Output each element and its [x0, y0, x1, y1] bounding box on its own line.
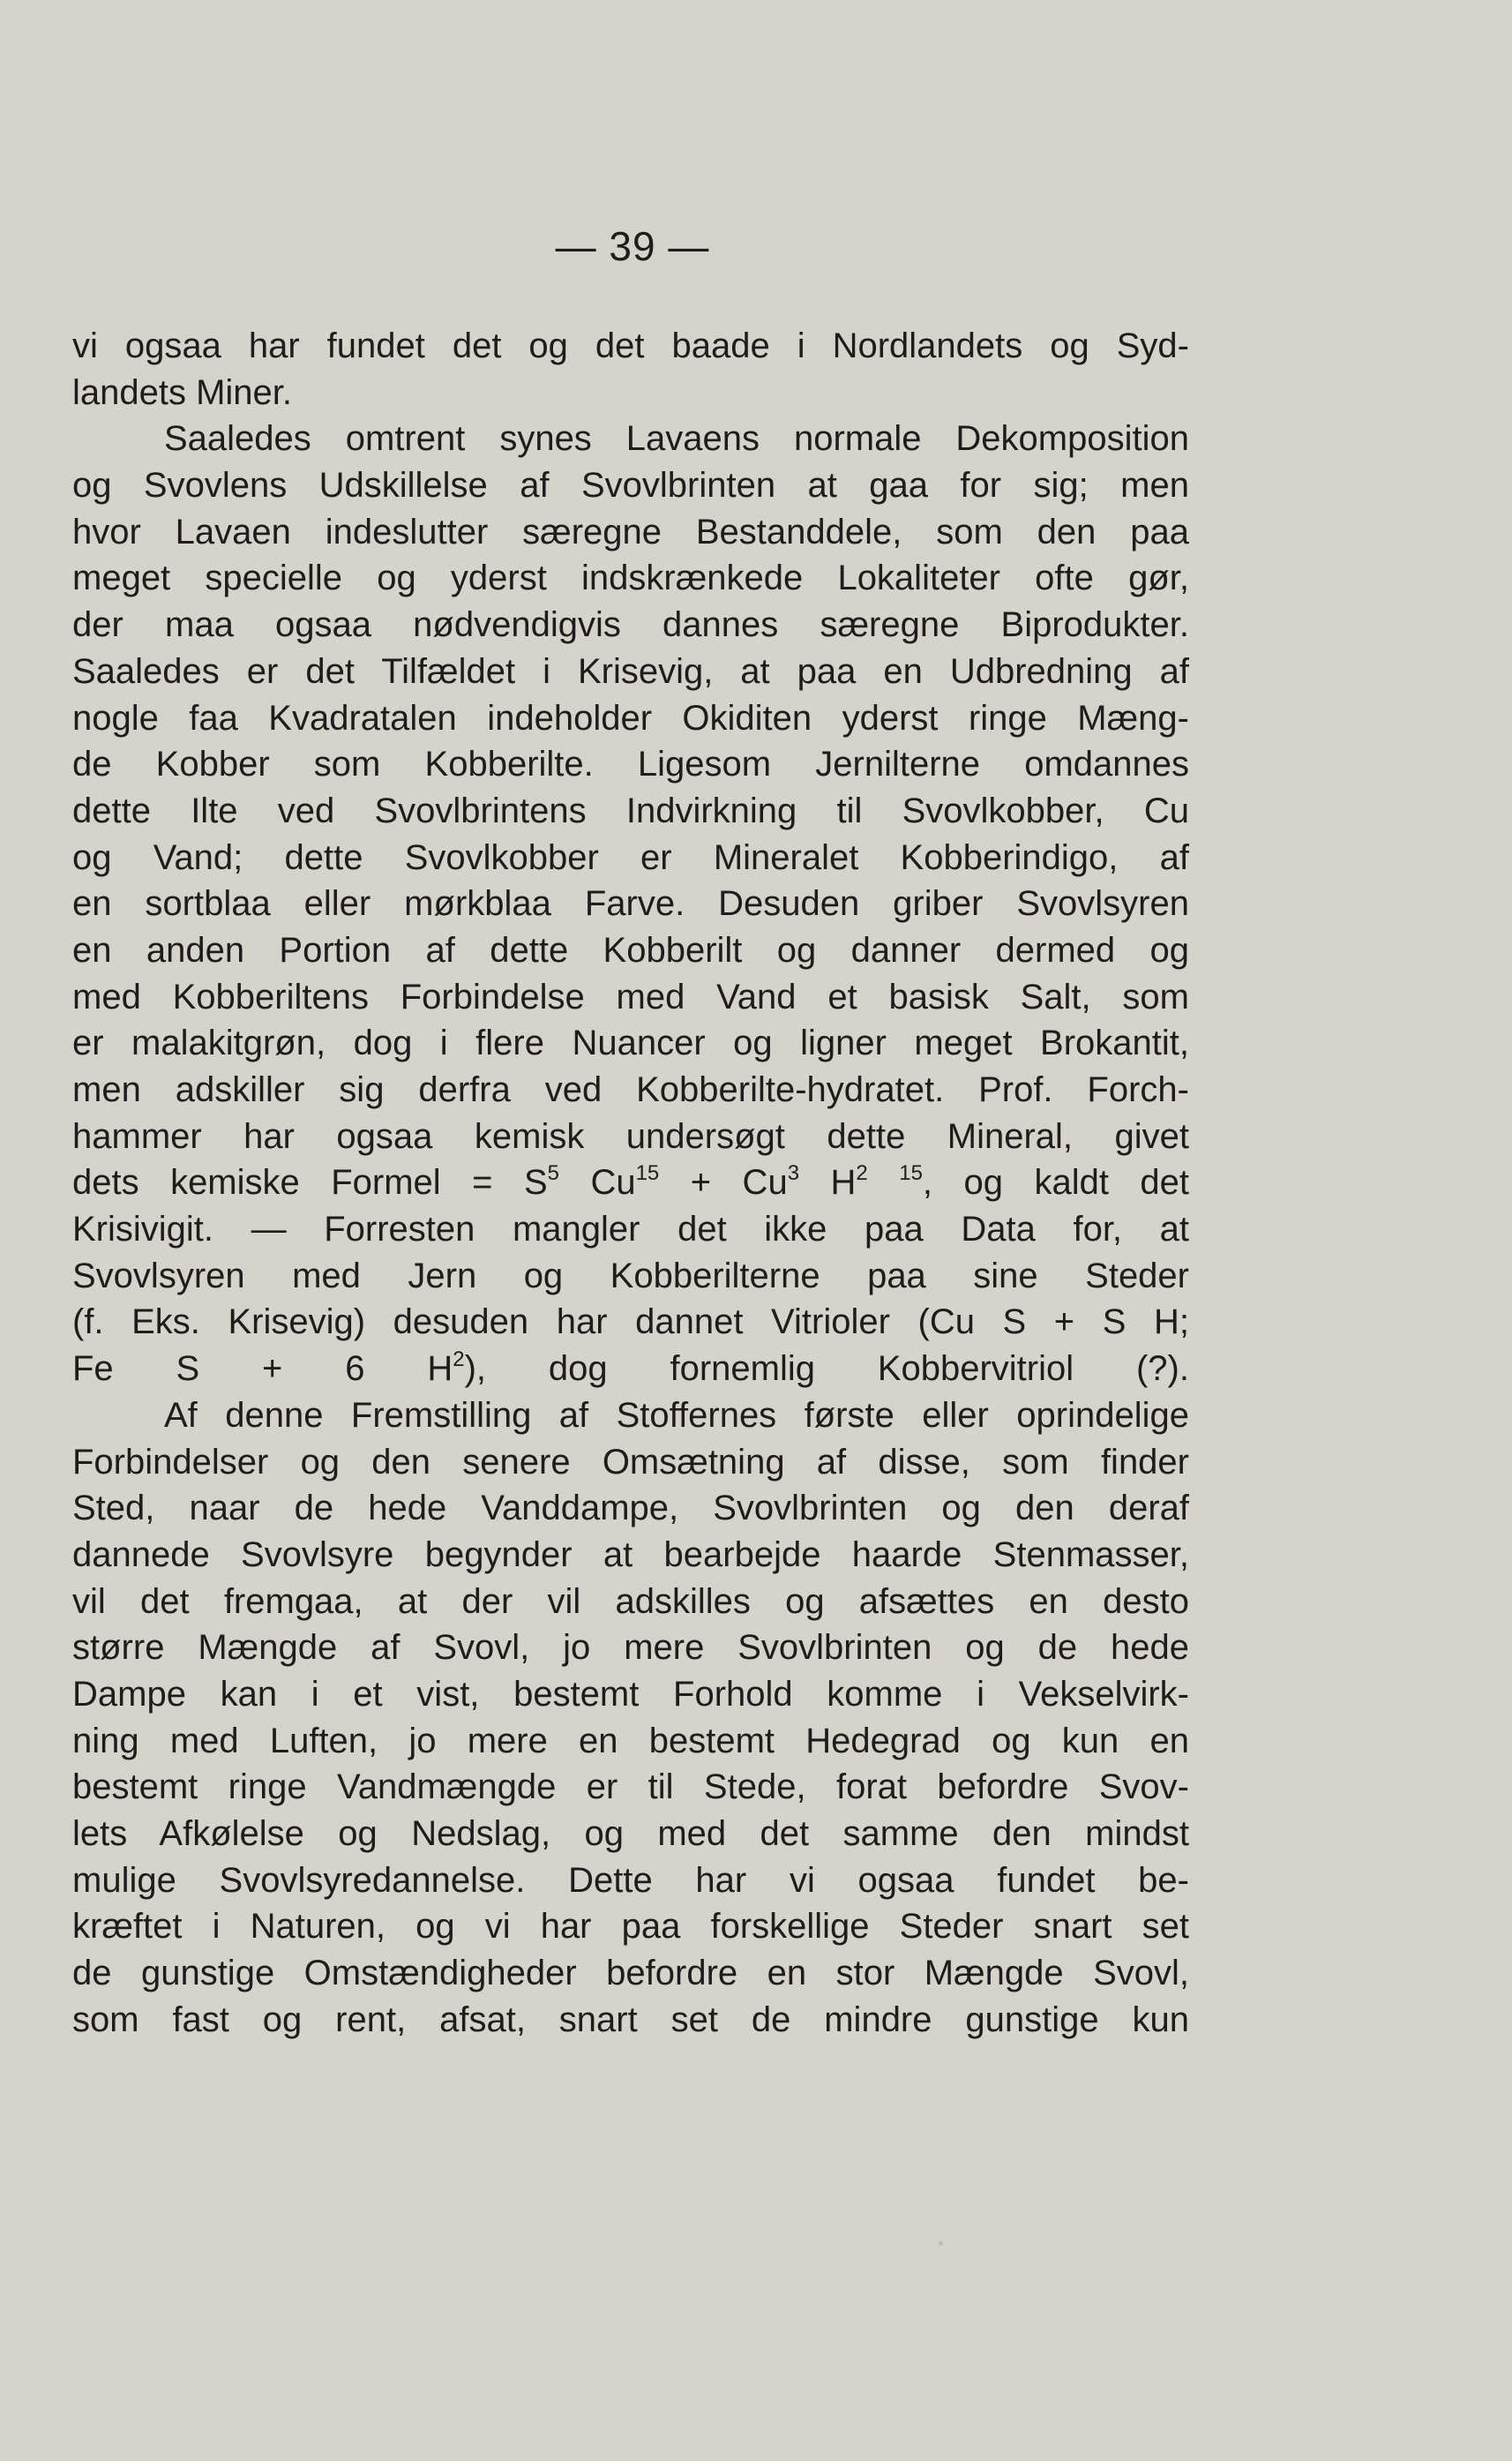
text-run: , og kaldt det — [922, 1163, 1189, 1203]
superscript: 15 — [635, 1161, 660, 1186]
text-run: dets kemiske Formel = S — [72, 1163, 548, 1203]
superscript: 2 — [856, 1161, 868, 1186]
text-line: de gunstige Omstændigheder befordre en stor Mængde Svovl, — [72, 1954, 1189, 1993]
text-line: mulige Svovlsyredannelse. Dette har vi ogsaa fundet be- — [72, 1860, 1189, 1900]
text-line: Sted, naar de hede Vanddampe, Svovlbrinten og den deraf — [72, 1489, 1189, 1528]
text-line: bestemt ringe Vandmængde er til Stede, forat befordre Svov- — [72, 1767, 1189, 1807]
text-line: Saaledes er det Tilfældet i Krisevig, at paa en Udbredning af — [72, 651, 1189, 691]
text-line: hvor Lavaen indeslutter særegne Bestanddele, som den paa — [72, 512, 1189, 551]
text-line: vil det fremgaa, at der vil adskilles og afsættes en desto — [72, 1581, 1189, 1621]
text-line: med Kobberiltens Forbindelse med Vand et basisk Salt, som — [72, 977, 1189, 1017]
text-run: + Cu — [659, 1163, 788, 1203]
text-line: en anden Portion af dette Kobberilt og danner dermed og — [72, 930, 1189, 970]
text-run — [868, 1163, 899, 1202]
text-line: meget specielle og yderst indskrænkede Lokaliteter ofte gør, — [72, 559, 1189, 598]
text-line: og Svovlens Udskillelse af Svovlbrinten at gaa for sig; men — [72, 466, 1189, 506]
paper-speck — [939, 2241, 943, 2246]
text-line: hammer har ogsaa kemisk undersøgt dette Mineral, givet — [72, 1116, 1189, 1156]
text-line: vi ogsaa har fundet det og det baade i Nordlandets og Syd- — [72, 326, 1189, 365]
page-number: — 39 — — [555, 223, 710, 269]
text-run: ), dog fornemlig Kobbervitriol (?). — [464, 1349, 1189, 1389]
text-line: de Kobber som Kobberilte. Ligesom Jernilterne omdannes — [72, 745, 1189, 784]
text-line: dannede Svovlsyre begynder at bearbejde haarde Stenmasser, — [72, 1534, 1189, 1574]
text-line: ning med Luften, jo mere en bestemt Hedegrad og kun en — [72, 1721, 1189, 1760]
text-line: lets Afkølelse og Nedslag, og med det samme den mindst — [72, 1814, 1189, 1853]
text-run: Fe S + 6 H — [72, 1349, 453, 1389]
text-line: som fast og rent, afsat, snart set de mindre gunstige kun — [72, 2000, 1189, 2039]
text-line: landets Miner. — [72, 372, 293, 412]
superscript: 3 — [787, 1161, 800, 1186]
text-line: Forbindelser og den senere Omsætning af disse, som finder — [72, 1442, 1189, 1482]
superscript: 2 — [453, 1347, 465, 1372]
text-line: og Vand; dette Svovlkobber er Mineralet Kobberindigo, af — [72, 837, 1189, 877]
text-line — [72, 1346, 1189, 1392]
text-line: der maa ogsaa nødvendigvis dannes særegne Biprodukter. — [72, 605, 1189, 645]
text-line: kræftet i Naturen, og vi har paa forskellige Steder snart set — [72, 1907, 1189, 1947]
text-line: er malakitgrøn, dog i flere Nuancer og ligner meget Brokantit, — [72, 1024, 1189, 1063]
text-line: større Mængde af Svovl, jo mere Svovlbrinten og de hede — [72, 1628, 1189, 1668]
text-line: Saaledes omtrent synes Lavaens normale Dekomposition — [164, 419, 1189, 459]
text-line: Af denne Fremstilling af Stoffernes første eller oprindelige — [164, 1395, 1189, 1435]
text-line: Krisivigit. — Forresten mangler det ikke paa Data for, at — [72, 1210, 1189, 1249]
superscript: 5 — [547, 1161, 559, 1186]
text-run: Cu — [558, 1163, 636, 1203]
text-line — [72, 1159, 1189, 1206]
text-line: Dampe kan i et vist, bestemt Forhold komme i Vekselvirk- — [72, 1674, 1189, 1714]
text-run: H — [799, 1163, 857, 1203]
superscript: 15 — [899, 1161, 923, 1186]
body-text — [72, 323, 1189, 2043]
text-line: men adskiller sig derfra ved Kobberilte-hydratet. Prof. Forch- — [72, 1070, 1189, 1109]
text-line: en sortblaa eller mørkblaa Farve. Desuden griber Svovlsyren — [72, 884, 1189, 924]
text-line: (f. Eks. Krisevig) desuden har dannet Vitrioler (Cu S + S H; — [72, 1302, 1189, 1342]
text-line: nogle faa Kvadratalen indeholder Okiditen yderst ringe Mæng- — [72, 698, 1189, 738]
text-line: Svovlsyren med Jern og Kobberilterne paa sine Steder — [72, 1256, 1189, 1295]
text-line: dette Ilte ved Svovlbrintens Indvirkning til Svovlkobber, Cu — [72, 791, 1189, 830]
